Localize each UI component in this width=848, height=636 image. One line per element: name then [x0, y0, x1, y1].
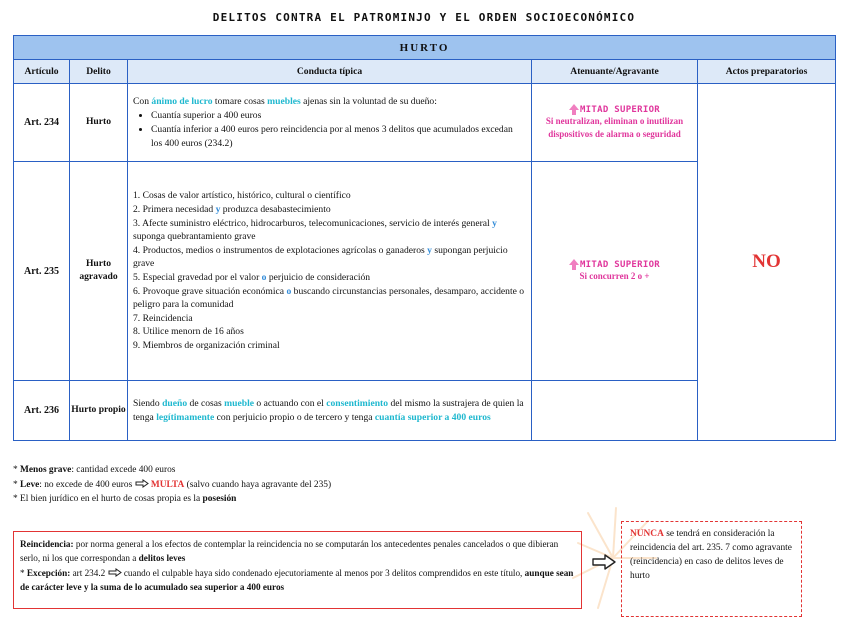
list-item: 6. Provoque grave situación económica o buscando circunstancias personales, desamparo, accidente o peligro para la comunidad — [133, 285, 525, 311]
section-header: HURTO — [14, 36, 836, 60]
list-item: 8. Utilice menorn de 16 años — [133, 326, 244, 338]
conducta-cell: Siendo dueño de cosas mueble o actuando con el consentimiento del mismo la sustrajera de quien la tenga legítimamente con perjuicio propio o de tercero y tenga cuantía superior a 400 euros — [128, 381, 532, 441]
list-item: • Cuantía superior a 400 euros — [151, 109, 526, 123]
nunca-label: NUNCA — [630, 529, 664, 539]
arrow-right-icon — [592, 554, 616, 570]
highlight-term: cuantía superior a 400 euros — [374, 411, 491, 423]
actos-value: NO — [752, 251, 781, 272]
nunca-box: NUNCA se tendrá en consideración la reincidencia del art. 235. 7 como agravante (reincidencia) en caso de delitos leves de hurto — [621, 521, 802, 617]
column-headers — [14, 60, 836, 84]
highlight-term: ánimo de lucro — [151, 95, 213, 107]
atenuante-cell — [532, 84, 698, 162]
list-item: 5. Especial gravedad por el valor o perjuicio de consideración — [133, 272, 371, 283]
table-row — [14, 84, 836, 162]
highlight-term: legítimamente — [156, 411, 215, 423]
list-item: 7. Reincidencia — [133, 312, 193, 324]
atenuante-cell — [532, 162, 698, 381]
col-conducta: Conducta típica — [128, 60, 532, 84]
note-menos-grave: * Menos grave: cantidad excede 400 euros — [13, 465, 176, 475]
conducta-cell — [128, 162, 532, 381]
atenuante-detail: Si concurren 2 o + — [579, 270, 650, 281]
col-atenuante: Atenuante/Agravante — [532, 60, 698, 84]
atenuante-detail: Si neutralizan, eliminan o inutilizan dispositivos de alarma o seguridad — [545, 115, 684, 139]
mitad-superior-label: MITAD SUPERIOR — [579, 104, 661, 115]
arrow-up-icon — [569, 259, 579, 265]
note-posesion: * El bien jurídico en el hurto de cosas propia es la posesión — [13, 494, 237, 505]
delito-cell: Hurto propio — [70, 381, 128, 441]
articulo-cell: Art. 234 — [14, 84, 70, 162]
articulo-cell: Art. 235 — [14, 162, 70, 381]
arrow-right-icon — [108, 568, 122, 577]
mitad-superior-label: MITAD SUPERIOR — [579, 259, 661, 270]
arrow-up-icon — [569, 104, 579, 110]
arrow-right-icon — [135, 479, 149, 488]
conducta-intro: Con ánimo de lucro tomare cosas muebles ajenas sin la voluntad de su dueño: — [133, 95, 437, 107]
atenuante-cell — [532, 381, 698, 441]
conducta-cell — [128, 84, 532, 162]
page-title: DELITOS CONTRA EL PATROMINJO Y EL ORDEN SOCIOECONÓMICO — [212, 11, 636, 24]
highlight-term: mueble — [224, 397, 255, 409]
footnotes — [13, 463, 331, 507]
col-articulo: Artículo — [14, 60, 70, 84]
highlight-term: dueño — [162, 397, 188, 409]
articulo-cell: Art. 236 — [14, 381, 70, 441]
list-item: 9. Miembros de organización criminal — [133, 340, 280, 352]
col-actos: Actos preparatorios — [698, 60, 836, 84]
highlight-term: muebles — [267, 95, 301, 107]
delito-cell: Hurto agravado — [70, 162, 128, 381]
hurto-table — [13, 35, 836, 441]
list-item: 3. Afecte suministro eléctrico, hidrocarburos, telecomunicaciones, servicio de interés general y suponga quebrantamiento grave — [133, 217, 497, 243]
note-leve: * Leve: no excede de 400 euros MULTA (salvo cuando haya agravante del 235) — [13, 479, 332, 490]
list-item: 2. Primera necesidad y produzca desabastecimiento — [133, 203, 331, 215]
list-item: • Cuantía inferior a 400 euros pero reincidencia por al menos 3 delitos que acumulados excedan los 400 euros (234.2) — [151, 123, 526, 150]
list-item: 1. Cosas de valor artístico, histórico, cultural o científico — [133, 190, 351, 202]
col-delito: Delito — [70, 60, 128, 84]
reincidencia-box: Reincidencia: por norma general a los efectos de contemplar la reincidencia no se computarán los antecedentes penales cancelados o que dibieran serlo, ni los que correspondan a delitos leves * Excepción: art 234.2 cuando el culpable haya sido condenado ejecutoriamente al menos por 3 delitos comprendidos en este título, aunque sean de carácter leve y la suma de lo acumulado sea superior a 400 euros — [13, 531, 582, 609]
conducta-bullets — [151, 109, 526, 150]
list-item: 4. Productos, medios o instrumentos de explotaciones agrícolas o ganaderos y supongan perjuicio grave — [133, 244, 508, 270]
highlight-term: consentimiento — [326, 397, 389, 409]
delito-cell: Hurto — [70, 84, 128, 162]
actos-cell — [698, 84, 836, 441]
